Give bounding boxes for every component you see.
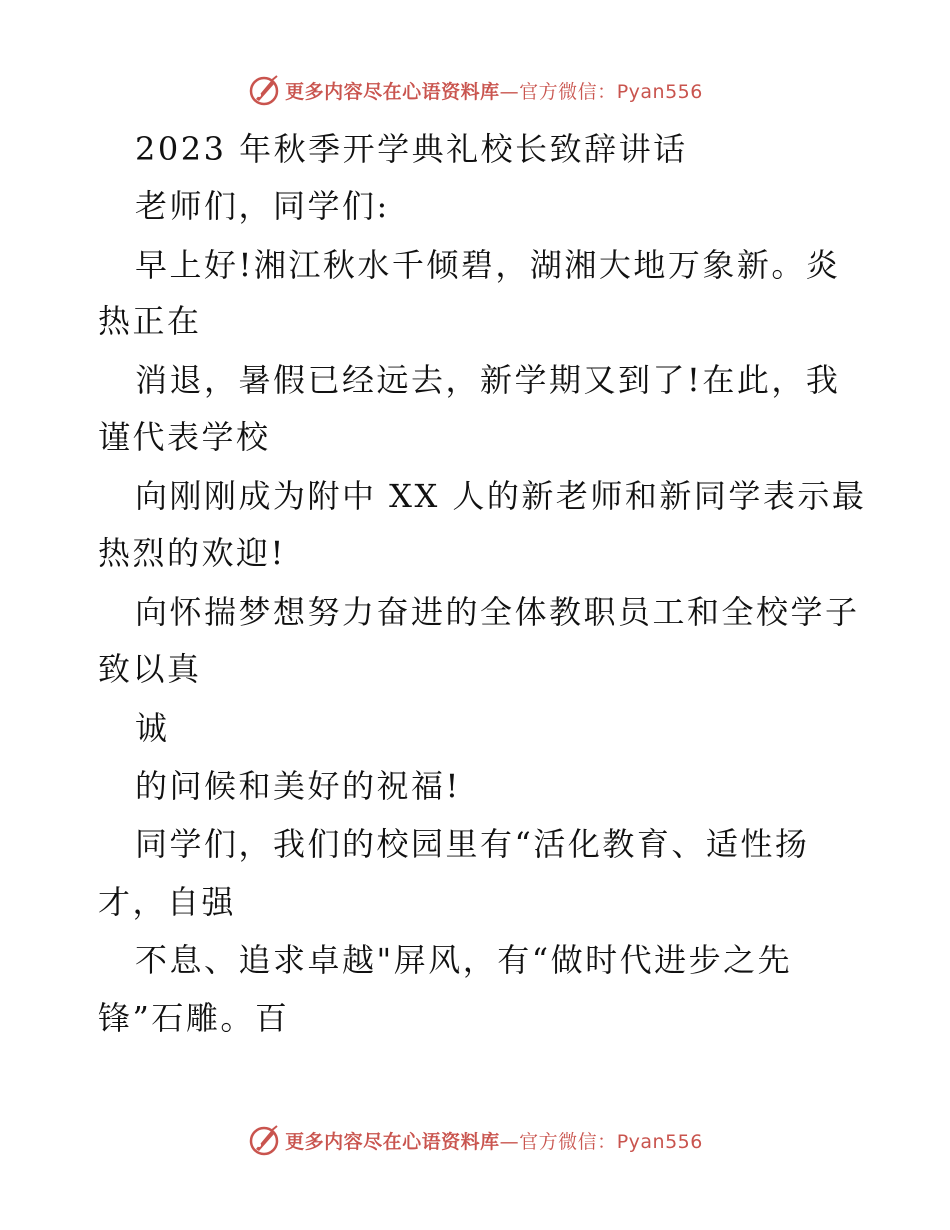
paragraph-line: 同学们，我们的校园里有“活化教育、适性扬 xyxy=(135,825,810,863)
watermark-dash: — xyxy=(499,1130,520,1153)
paragraph-line: 锋”石雕。百 xyxy=(98,999,290,1037)
paragraph-line: 的问候和美好的祝福! xyxy=(135,767,461,805)
watermark-site-text: 更多内容尽在心语资料库 xyxy=(285,1130,500,1153)
watermark-wechat-label: 官方微信： xyxy=(519,1130,617,1153)
paragraph-line: 向刚刚成为附中 XX 人的新老师和新同学表示最 xyxy=(135,477,867,515)
paragraph-line: 向怀揣梦想努力奋进的全体教职员工和全校学子 xyxy=(135,593,860,631)
paragraph-line: 诚 xyxy=(135,709,170,747)
watermark-wechat-id: Pyan556 xyxy=(616,1130,703,1153)
paragraph-line: 早上好!湘江秋水千倾碧，湖湘大地万象新。炎 xyxy=(135,246,841,284)
document-title: 2023 年秋季开学典礼校长致辞讲话 xyxy=(135,130,688,168)
watermark-wechat-label: 官方微信： xyxy=(519,80,617,103)
paragraph-line: 消退，暑假已经远去，新学期又到了!在此，我 xyxy=(135,361,841,399)
watermark-wechat-id: Pyan556 xyxy=(616,80,703,103)
paragraph-line: 热正在 xyxy=(98,302,202,340)
paragraph-line: 不息、追求卓越"屏风，有“做时代进步之先 xyxy=(135,941,793,979)
paragraph-line: 谨代表学校 xyxy=(98,418,271,456)
watermark-text xyxy=(285,77,703,104)
watermark-text xyxy=(285,1127,703,1154)
paragraph-line: 热烈的欢迎! xyxy=(98,534,286,572)
quill-pen-logo-icon xyxy=(247,1123,281,1157)
watermark-site-text: 更多内容尽在心语资料库 xyxy=(285,80,500,103)
salutation: 老师们，同学们: xyxy=(135,187,390,225)
quill-pen-logo-icon xyxy=(247,73,281,107)
watermark-dash: — xyxy=(499,80,520,103)
paragraph-line: 致以真 xyxy=(98,650,202,688)
footer-watermark-banner xyxy=(0,1120,950,1160)
paragraph-line: 才，自强 xyxy=(98,883,237,921)
header-watermark-banner xyxy=(0,70,950,110)
